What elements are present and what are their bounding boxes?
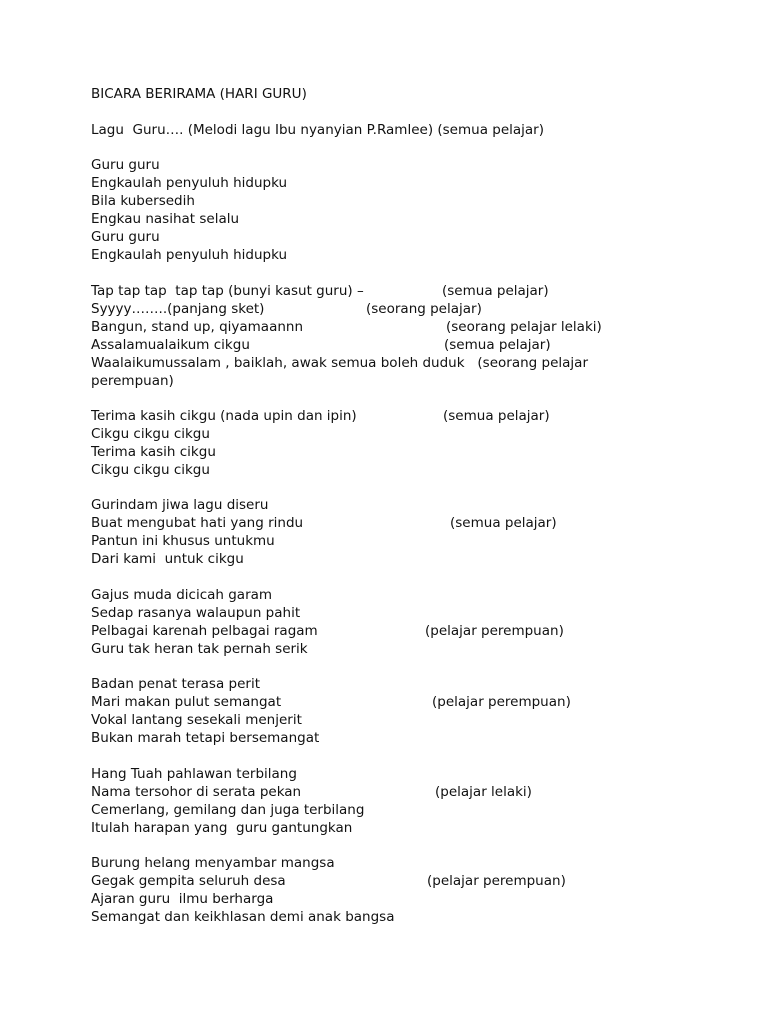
pantun-line: Pantun ini khusus untukmu (91, 533, 275, 549)
speaker-role: (semua pelajar) (450, 515, 557, 531)
lyric-line: Engkaulah penyuluh hidupku (91, 247, 288, 263)
dialogue-line: Waalaikumussalam , baiklah, awak semua boleh duduk (seorang pelajar (91, 355, 588, 371)
speaker-role: (seorang pelajar) (366, 301, 482, 317)
pantun-line: Badan penat terasa perit (91, 676, 261, 692)
lyric-line: Cikgu cikgu cikgu (91, 462, 210, 478)
pantun-line: Hang Tuah pahlawan terbilang (91, 766, 297, 782)
lyric-line: Engkaulah penyuluh hidupku (91, 175, 288, 191)
lyric-line: Cikgu cikgu cikgu (91, 426, 210, 442)
dialogue-line: Syyyy……..(panjang sket) (91, 301, 265, 317)
lyric-line: Engkau nasihat selalu (91, 211, 240, 227)
pantun-line: Vokal lantang sesekali menjerit (91, 712, 302, 728)
dialogue-line: Bangun, stand up, qiyamaannn (91, 319, 304, 335)
pantun-line: Semangat dan keikhlasan demi anak bangsa (91, 909, 395, 925)
pantun-line: Gajus muda dicicah garam (91, 587, 273, 603)
speaker-role: (pelajar lelaki) (435, 784, 532, 800)
song-intro: Lagu Guru…. (Melodi lagu Ibu nyanyian P.Ramlee) (semua pelajar) (91, 122, 544, 138)
speaker-role: (pelajar perempuan) (425, 623, 564, 639)
speaker-role: (semua pelajar) (442, 283, 549, 299)
speaker-role: (pelajar perempuan) (432, 694, 571, 710)
pantun-line: Mari makan pulut semangat (91, 694, 282, 710)
dialogue-line: Assalamualaikum cikgu (91, 337, 250, 353)
dialogue-line: perempuan) (91, 373, 174, 389)
pantun-line: Bukan marah tetapi bersemangat (91, 730, 320, 746)
lyric-line: Guru guru (91, 157, 160, 173)
pantun-line: Guru tak heran tak pernah serik (91, 641, 308, 657)
pantun-line: Gurindam jiwa lagu diseru (91, 497, 269, 513)
pantun-line: Sedap rasanya walaupun pahit (91, 605, 301, 621)
speaker-role: (semua pelajar) (443, 408, 550, 424)
lyric-line: Terima kasih cikgu (91, 444, 216, 460)
document-title: BICARA BERIRAMA (HARI GURU) (91, 86, 307, 102)
pantun-line: Buat mengubat hati yang rindu (91, 515, 304, 531)
speaker-role: (seorang pelajar lelaki) (446, 319, 602, 335)
speaker-role: (semua pelajar) (444, 337, 551, 353)
pantun-line: Pelbagai karenah pelbagai ragam (91, 623, 318, 639)
pantun-line: Dari kami untuk cikgu (91, 551, 244, 567)
pantun-line: Gegak gempita seluruh desa (91, 873, 286, 889)
lyric-line: Terima kasih cikgu (nada upin dan ipin) (91, 408, 357, 424)
speaker-role: (pelajar perempuan) (427, 873, 566, 889)
pantun-line: Cemerlang, gemilang dan juga terbilang (91, 802, 365, 818)
pantun-line: Burung helang menyambar mangsa (91, 855, 335, 871)
pantun-line: Nama tersohor di serata pekan (91, 784, 302, 800)
pantun-line: Ajaran guru ilmu berharga (91, 891, 274, 907)
lyric-line: Bila kubersedih (91, 193, 195, 209)
dialogue-line: Tap tap tap tap tap (bunyi kasut guru) – (91, 283, 364, 299)
pantun-line: Itulah harapan yang guru gantungkan (91, 820, 353, 836)
lyric-line: Guru guru (91, 229, 160, 245)
